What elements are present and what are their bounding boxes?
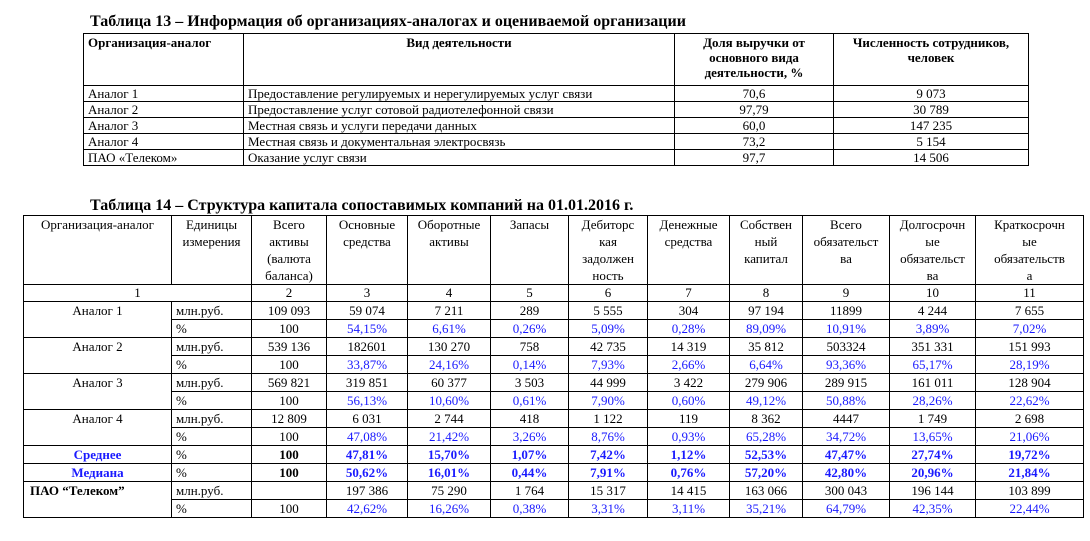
header-text: а: [1026, 268, 1033, 283]
cell-activity: Предоставление услуг сотовой радиотелефонной связи: [244, 102, 675, 118]
percent-cell: 2,66%: [648, 356, 730, 374]
header-employees: Численность сотрудников, человек: [834, 34, 1029, 86]
percent-cell: 5,09%: [569, 320, 648, 338]
percent-cell: 49,12%: [730, 392, 803, 410]
summary-cell: 15,70%: [408, 446, 491, 464]
header-text: измерения: [182, 234, 241, 249]
header-cell: [648, 216, 730, 285]
header-text: Единицы: [185, 217, 238, 232]
header-text: ва: [926, 268, 939, 283]
table-row: [24, 374, 1084, 392]
value-cell: 59 074: [327, 302, 408, 320]
table-row: [24, 356, 1084, 374]
summary-cell: 57,20%: [730, 464, 803, 482]
value-cell: 35 812: [730, 338, 803, 356]
percent-cell: 100: [252, 356, 327, 374]
percent-cell: 3,26%: [491, 428, 569, 446]
cell-employees: 147 235: [834, 118, 1029, 134]
value-cell: 11899: [803, 302, 890, 320]
header-text: обязательст: [813, 234, 879, 249]
column-number: 10: [890, 285, 976, 302]
median-row: [24, 464, 1084, 482]
column-numbers-row: [24, 285, 1084, 302]
value-cell: 3 422: [648, 374, 730, 392]
summary-label: Среднее: [24, 446, 172, 464]
value-cell: 161 011: [890, 374, 976, 392]
summary-cell: 7,91%: [569, 464, 648, 482]
percent-cell: 0,93%: [648, 428, 730, 446]
summary-cell: 52,53%: [730, 446, 803, 464]
unit-cell: %: [172, 392, 252, 410]
cell-employees: 9 073: [834, 86, 1029, 102]
cell-organization: Аналог 1: [84, 86, 244, 102]
value-cell: 289 915: [803, 374, 890, 392]
table-row: [24, 482, 1084, 500]
unit-cell: %: [172, 500, 252, 518]
percent-cell: 7,93%: [569, 356, 648, 374]
percent-cell: 24,16%: [408, 356, 491, 374]
cell-organization: Аналог 2: [84, 102, 244, 118]
summary-cell: 19,72%: [976, 446, 1084, 464]
value-cell: 7 655: [976, 302, 1084, 320]
cell-activity: Оказание услуг связи: [244, 150, 675, 166]
organization-name: Аналог 2: [24, 338, 172, 374]
header-cell: [890, 216, 976, 285]
header-cell: [327, 216, 408, 285]
header-text: Денежные: [659, 217, 718, 232]
unit-cell: млн.руб.: [172, 482, 252, 500]
header-text: Всего: [273, 217, 305, 232]
value-cell: 418: [491, 410, 569, 428]
summary-cell: 27,74%: [890, 446, 976, 464]
summary-cell: 21,84%: [976, 464, 1084, 482]
table-row: [84, 102, 1029, 118]
percent-cell: 22,62%: [976, 392, 1084, 410]
percent-cell: 100: [252, 500, 327, 518]
table-row: [24, 320, 1084, 338]
percent-cell: 3,31%: [569, 500, 648, 518]
percent-cell: 35,21%: [730, 500, 803, 518]
percent-cell: 65,17%: [890, 356, 976, 374]
table-row: [24, 500, 1084, 518]
organization-name: Аналог 1: [24, 302, 172, 338]
value-cell: 14 415: [648, 482, 730, 500]
column-number: 8: [730, 285, 803, 302]
value-cell: 75 290: [408, 482, 491, 500]
cell-activity: Предоставление регулируемых и нерегулируемых услуг связи: [244, 86, 675, 102]
percent-cell: 21,06%: [976, 428, 1084, 446]
percent-cell: 0,14%: [491, 356, 569, 374]
cell-activity: Местная связь и услуги передачи данных: [244, 118, 675, 134]
percent-cell: 10,60%: [408, 392, 491, 410]
cell-employees: 30 789: [834, 102, 1029, 118]
summary-cell: 20,96%: [890, 464, 976, 482]
percent-cell: 89,09%: [730, 320, 803, 338]
percent-cell: 42,62%: [327, 500, 408, 518]
percent-cell: 65,28%: [730, 428, 803, 446]
percent-cell: 0,26%: [491, 320, 569, 338]
percent-cell: 56,13%: [327, 392, 408, 410]
value-cell: 351 331: [890, 338, 976, 356]
header-text: задолжен: [582, 251, 634, 266]
value-cell: 15 317: [569, 482, 648, 500]
table14-caption: Таблица 14 – Структура капитала сопоставимых компаний на 01.01.2016 г.: [90, 197, 634, 214]
header-text: активы: [429, 234, 469, 249]
cell-revenue-share: 60,0: [675, 118, 834, 134]
value-cell: 6 031: [327, 410, 408, 428]
percent-cell: 10,91%: [803, 320, 890, 338]
table-row: [84, 86, 1029, 102]
column-number: 4: [408, 285, 491, 302]
value-cell: 4447: [803, 410, 890, 428]
column-number: 11: [976, 285, 1084, 302]
header-text: Собствен: [739, 217, 793, 232]
header-text: средства: [664, 234, 713, 249]
summary-cell: 1,07%: [491, 446, 569, 464]
percent-cell: 0,61%: [491, 392, 569, 410]
header-text: средства: [343, 234, 391, 249]
header-cell: [803, 216, 890, 285]
cell-employees: 14 506: [834, 150, 1029, 166]
summary-cell: 42,80%: [803, 464, 890, 482]
value-cell: 2 698: [976, 410, 1084, 428]
value-cell: 3 503: [491, 374, 569, 392]
value-cell: 5 555: [569, 302, 648, 320]
unit-cell: %: [172, 356, 252, 374]
cell-organization: Аналог 3: [84, 118, 244, 134]
header-text: Краткосрочн: [994, 217, 1065, 232]
summary-label: Медиана: [24, 464, 172, 482]
unit-cell: млн.руб.: [172, 338, 252, 356]
percent-cell: 0,60%: [648, 392, 730, 410]
header-text: ность: [592, 268, 624, 283]
summary-cell: 0,44%: [491, 464, 569, 482]
percent-cell: 28,26%: [890, 392, 976, 410]
header-text: обязательств: [994, 251, 1065, 266]
percent-cell: 93,36%: [803, 356, 890, 374]
percent-cell: 7,90%: [569, 392, 648, 410]
percent-cell: 3,11%: [648, 500, 730, 518]
value-cell: 304: [648, 302, 730, 320]
header-revenue-share: Доля выручки от основного вида деятельности, %: [675, 34, 834, 86]
percent-cell: 3,89%: [890, 320, 976, 338]
header-cell: [491, 216, 569, 285]
table-header-row: [24, 216, 1084, 285]
percent-cell: 0,28%: [648, 320, 730, 338]
header-text: (валюта: [267, 251, 311, 266]
value-cell: 197 386: [327, 482, 408, 500]
organization-name: ПАО “Телеком”: [24, 482, 172, 518]
table-row: [84, 118, 1029, 134]
header-text: Долгосрочн: [899, 217, 966, 232]
header-cell: [408, 216, 491, 285]
percent-cell: 50,88%: [803, 392, 890, 410]
cell-organization: ПАО «Телеком»: [84, 150, 244, 166]
value-cell: 1 122: [569, 410, 648, 428]
header-organization: Организация-аналог: [84, 34, 244, 86]
header-text: Оборотные: [417, 217, 481, 232]
cell-revenue-share: 73,2: [675, 134, 834, 150]
analog-info-table: [83, 33, 1029, 166]
header-text: кая: [599, 234, 617, 249]
column-number: 3: [327, 285, 408, 302]
header-text: обязательст: [900, 251, 965, 266]
header-cell: [976, 216, 1084, 285]
table-row: [24, 302, 1084, 320]
cell-revenue-share: 70,6: [675, 86, 834, 102]
percent-cell: 0,38%: [491, 500, 569, 518]
percent-cell: 100: [252, 320, 327, 338]
column-number: 5: [491, 285, 569, 302]
value-cell: 12 809: [252, 410, 327, 428]
cell-employees: 5 154: [834, 134, 1029, 150]
summary-cell: 1,12%: [648, 446, 730, 464]
unit-cell: %: [172, 320, 252, 338]
percent-cell: 42,35%: [890, 500, 976, 518]
mean-row: [24, 446, 1084, 464]
value-cell: 539 136: [252, 338, 327, 356]
percent-cell: 100: [252, 428, 327, 446]
table-row: [84, 134, 1029, 150]
value-cell: 14 319: [648, 338, 730, 356]
column-number: 1: [24, 285, 252, 302]
summary-cell: 7,42%: [569, 446, 648, 464]
header-cell: [252, 216, 327, 285]
value-cell: 97 194: [730, 302, 803, 320]
value-cell: [252, 482, 327, 500]
value-cell: 279 906: [730, 374, 803, 392]
value-cell: 569 821: [252, 374, 327, 392]
header-text: Запасы: [509, 217, 550, 232]
value-cell: 151 993: [976, 338, 1084, 356]
cell-activity: Местная связь и документальная электросвязь: [244, 134, 675, 150]
value-cell: 42 735: [569, 338, 648, 356]
summary-cell: %: [172, 446, 252, 464]
header-text: ва: [840, 251, 852, 266]
header-text: ые: [1022, 234, 1037, 249]
percent-cell: 28,19%: [976, 356, 1084, 374]
percent-cell: 21,42%: [408, 428, 491, 446]
header-activity: Вид деятельности: [244, 34, 675, 86]
value-cell: 1 749: [890, 410, 976, 428]
summary-cell: 47,81%: [327, 446, 408, 464]
value-cell: 2 744: [408, 410, 491, 428]
header-text: капитал: [744, 251, 788, 266]
table-row: [24, 392, 1084, 410]
value-cell: 758: [491, 338, 569, 356]
value-cell: 196 144: [890, 482, 976, 500]
table13-caption: Таблица 13 – Информация об организациях-аналогах и оцениваемой организации: [90, 13, 686, 30]
percent-cell: 34,72%: [803, 428, 890, 446]
value-cell: 319 851: [327, 374, 408, 392]
summary-cell: 100: [252, 464, 327, 482]
value-cell: 44 999: [569, 374, 648, 392]
header-cell: [172, 216, 252, 285]
organization-name: Аналог 3: [24, 374, 172, 410]
value-cell: 103 899: [976, 482, 1084, 500]
value-cell: 7 211: [408, 302, 491, 320]
header-text: Дебиторс: [581, 217, 635, 232]
column-number: 9: [803, 285, 890, 302]
table-row: [24, 410, 1084, 428]
percent-cell: 100: [252, 392, 327, 410]
cell-revenue-share: 97,7: [675, 150, 834, 166]
table-row: [84, 150, 1029, 166]
header-text: Организация-аналог: [41, 217, 154, 232]
unit-cell: %: [172, 428, 252, 446]
value-cell: 163 066: [730, 482, 803, 500]
percent-cell: 7,02%: [976, 320, 1084, 338]
column-number: 7: [648, 285, 730, 302]
value-cell: 503324: [803, 338, 890, 356]
header-cell: [24, 216, 172, 285]
unit-cell: млн.руб.: [172, 374, 252, 392]
percent-cell: 64,79%: [803, 500, 890, 518]
column-number: 2: [252, 285, 327, 302]
summary-cell: 0,76%: [648, 464, 730, 482]
summary-cell: 47,47%: [803, 446, 890, 464]
value-cell: 300 043: [803, 482, 890, 500]
summary-cell: 16,01%: [408, 464, 491, 482]
value-cell: 1 764: [491, 482, 569, 500]
cell-revenue-share: 97,79: [675, 102, 834, 118]
unit-cell: млн.руб.: [172, 410, 252, 428]
header-text: ые: [925, 234, 940, 249]
header-cell: [730, 216, 803, 285]
header-text: Всего: [830, 217, 862, 232]
table-header-row: [84, 34, 1029, 86]
header-text: Основные: [338, 217, 396, 232]
column-number: 6: [569, 285, 648, 302]
table-row: [24, 428, 1084, 446]
value-cell: 109 093: [252, 302, 327, 320]
percent-cell: 6,61%: [408, 320, 491, 338]
value-cell: 8 362: [730, 410, 803, 428]
capital-structure-table: [23, 215, 1084, 518]
percent-cell: 22,44%: [976, 500, 1084, 518]
header-text: ный: [754, 234, 778, 249]
percent-cell: 33,87%: [327, 356, 408, 374]
cell-organization: Аналог 4: [84, 134, 244, 150]
value-cell: 4 244: [890, 302, 976, 320]
value-cell: 128 904: [976, 374, 1084, 392]
unit-cell: млн.руб.: [172, 302, 252, 320]
value-cell: 130 270: [408, 338, 491, 356]
table-row: [24, 338, 1084, 356]
header-text: баланса): [265, 268, 313, 283]
percent-cell: 47,08%: [327, 428, 408, 446]
percent-cell: 8,76%: [569, 428, 648, 446]
summary-cell: 100: [252, 446, 327, 464]
organization-name: Аналог 4: [24, 410, 172, 446]
value-cell: 119: [648, 410, 730, 428]
header-text: активы: [269, 234, 309, 249]
summary-cell: %: [172, 464, 252, 482]
value-cell: 60 377: [408, 374, 491, 392]
percent-cell: 16,26%: [408, 500, 491, 518]
percent-cell: 13,65%: [890, 428, 976, 446]
value-cell: 182601: [327, 338, 408, 356]
header-cell: [569, 216, 648, 285]
percent-cell: 54,15%: [327, 320, 408, 338]
percent-cell: 6,64%: [730, 356, 803, 374]
summary-cell: 50,62%: [327, 464, 408, 482]
value-cell: 289: [491, 302, 569, 320]
